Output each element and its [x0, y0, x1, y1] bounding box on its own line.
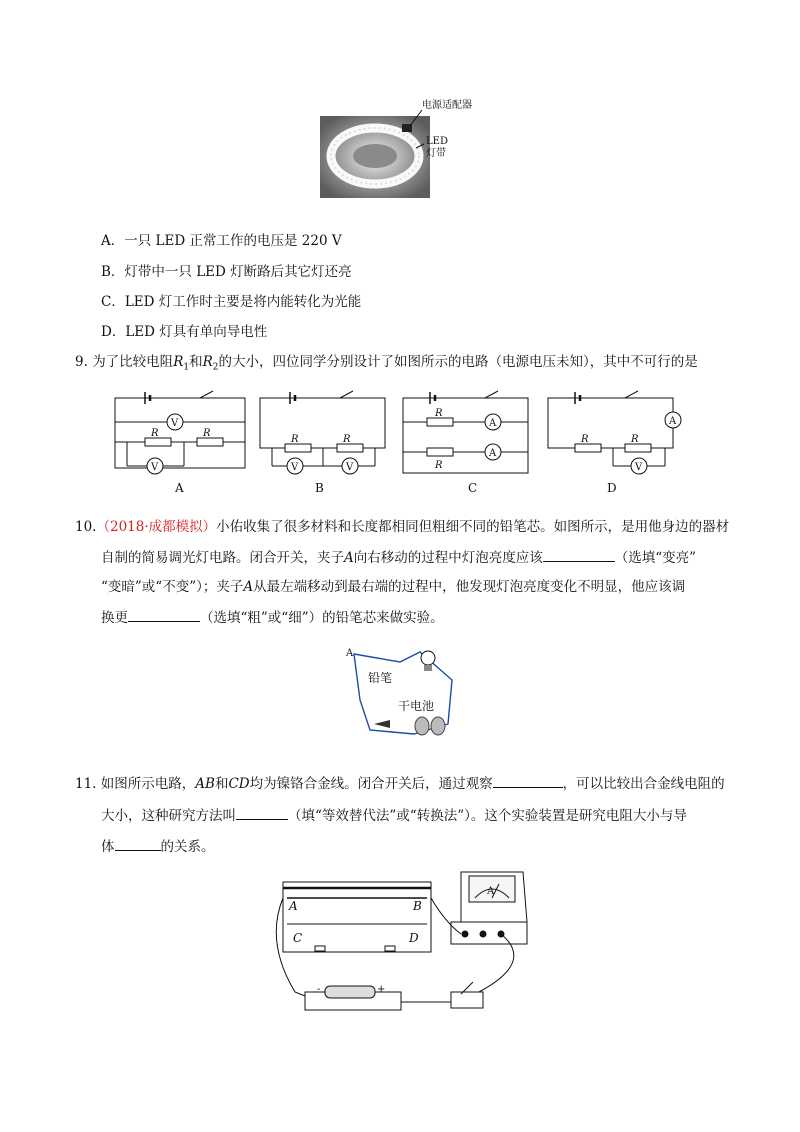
- circuit-diagrams: [105, 378, 705, 498]
- q9-stem: 9. 为了比较电阻$R_1$和$R_2$的大小，四位同学分别设计了如图所示的电路（电源电压未知），其中不可行的是: [75, 354, 698, 373]
- svg-text:V: V: [171, 418, 179, 429]
- svg-text:A: A: [346, 648, 354, 659]
- svg-text:A: A: [489, 448, 497, 459]
- q10-figure: [340, 640, 470, 740]
- circuit-label-a: A: [175, 481, 184, 495]
- q10-line4: 换更 （选填“粗”或“细”）的铅笔芯来做实验。: [101, 607, 444, 628]
- svg-text:铅笔: 铅笔: [368, 671, 393, 685]
- q10-line3: “变暗”或“不变”）；夹子A从最左端移动到最右端的过程中，他发现灯泡亮度变化不明显，他应该调: [101, 579, 686, 595]
- alloy-wire-apparatus: [265, 862, 545, 1022]
- circuit-d: [548, 391, 681, 474]
- svg-text:V: V: [635, 462, 643, 473]
- led-label-line1: LED: [426, 136, 448, 147]
- q11-figure: [265, 862, 545, 1022]
- svg-text:干电池: 干电池: [398, 699, 435, 713]
- svg-text:B: B: [413, 899, 422, 913]
- option-c: C．LED 灯工作时主要是将内能转化为光能: [101, 294, 362, 310]
- svg-text:A: A: [289, 899, 298, 913]
- adapter-label: 电源适配器: [422, 100, 472, 111]
- circuit-label-d: D: [607, 481, 617, 495]
- circuit-label-c: C: [468, 481, 478, 495]
- svg-text:R: R: [631, 434, 639, 445]
- option-key: B: [101, 264, 111, 280]
- q10-line1: 10.（2018·成都模拟）小佑收集了很多材料和长度都相同但粗细不同的铅笔芯。如图所示，是用他身边的器材: [75, 519, 730, 535]
- svg-text:A: A: [669, 416, 677, 427]
- svg-text:R: R: [151, 428, 159, 439]
- pencil-lamp-circuit: [340, 640, 470, 740]
- svg-text:R: R: [203, 428, 211, 439]
- circuit-b: [260, 391, 385, 474]
- option-d: D．LED 灯具有单向导电性: [101, 324, 268, 340]
- q9-circuits: [105, 378, 705, 498]
- svg-text:V: V: [291, 462, 299, 473]
- option-text: 一只 LED 正常工作的电压是 220 V: [124, 233, 342, 249]
- svg-text:R: R: [435, 408, 443, 419]
- svg-text:-: -: [317, 984, 321, 995]
- led-strip-photo: [318, 96, 478, 200]
- option-text: 灯带中一只 LED 灯断路后其它灯还亮: [124, 264, 352, 280]
- svg-text:C: C: [293, 931, 303, 945]
- svg-text:V: V: [346, 462, 354, 473]
- circuit-c: [403, 391, 528, 473]
- answer-blank[interactable]: [236, 805, 288, 820]
- circuit-a: [115, 391, 245, 474]
- option-text: LED 灯工作时主要是将内能转化为光能: [124, 294, 362, 310]
- led-label-line2: 灯带: [426, 148, 446, 159]
- option-b: B．灯带中一只 LED 灯断路后其它灯还亮: [101, 264, 352, 280]
- option-key: C: [101, 294, 112, 310]
- q10-line2: 自制的简易调光灯电路。闭合开关，夹子A向右移动的过程中灯泡亮度应该 （选填“变亮”: [101, 547, 696, 568]
- answer-blank[interactable]: [493, 773, 563, 788]
- question-number: 11.: [75, 776, 97, 792]
- option-key: D: [101, 324, 112, 340]
- option-text: LED 灯具有单向导电性: [125, 324, 268, 340]
- svg-text:R: R: [291, 434, 299, 445]
- source-tag: （2018·成都模拟）: [96, 519, 217, 535]
- question-number: 9.: [75, 354, 88, 370]
- svg-text:R: R: [581, 434, 589, 445]
- svg-text:R: R: [343, 434, 351, 445]
- svg-text:R: R: [435, 460, 443, 471]
- led-strip-figure: [318, 96, 478, 200]
- svg-text:A: A: [489, 418, 497, 429]
- q11-line1: 11. 如图所示电路，AB和CD均为镍铬合金线。闭合开关后，通过观察 ，可以比较出合金线电阻的: [75, 773, 725, 794]
- option-a: A．一只 LED 正常工作的电压是 220 V: [101, 233, 342, 249]
- svg-text:V: V: [151, 462, 159, 473]
- answer-blank[interactable]: [115, 836, 161, 851]
- answer-blank[interactable]: [128, 607, 200, 622]
- answer-blank[interactable]: [543, 547, 615, 562]
- q11-line3: 体 的关系。: [101, 836, 215, 857]
- svg-text:A: A: [487, 886, 495, 897]
- svg-text:+: +: [377, 984, 386, 995]
- q11-line2: 大小，这种研究方法叫 （填“等效替代法”或“转换法”）。这个实验装置是研究电阻大小与导: [101, 805, 687, 826]
- svg-text:D: D: [409, 931, 419, 945]
- question-number: 10.: [75, 519, 97, 535]
- option-key: A: [101, 233, 111, 249]
- circuit-label-b: B: [315, 481, 324, 495]
